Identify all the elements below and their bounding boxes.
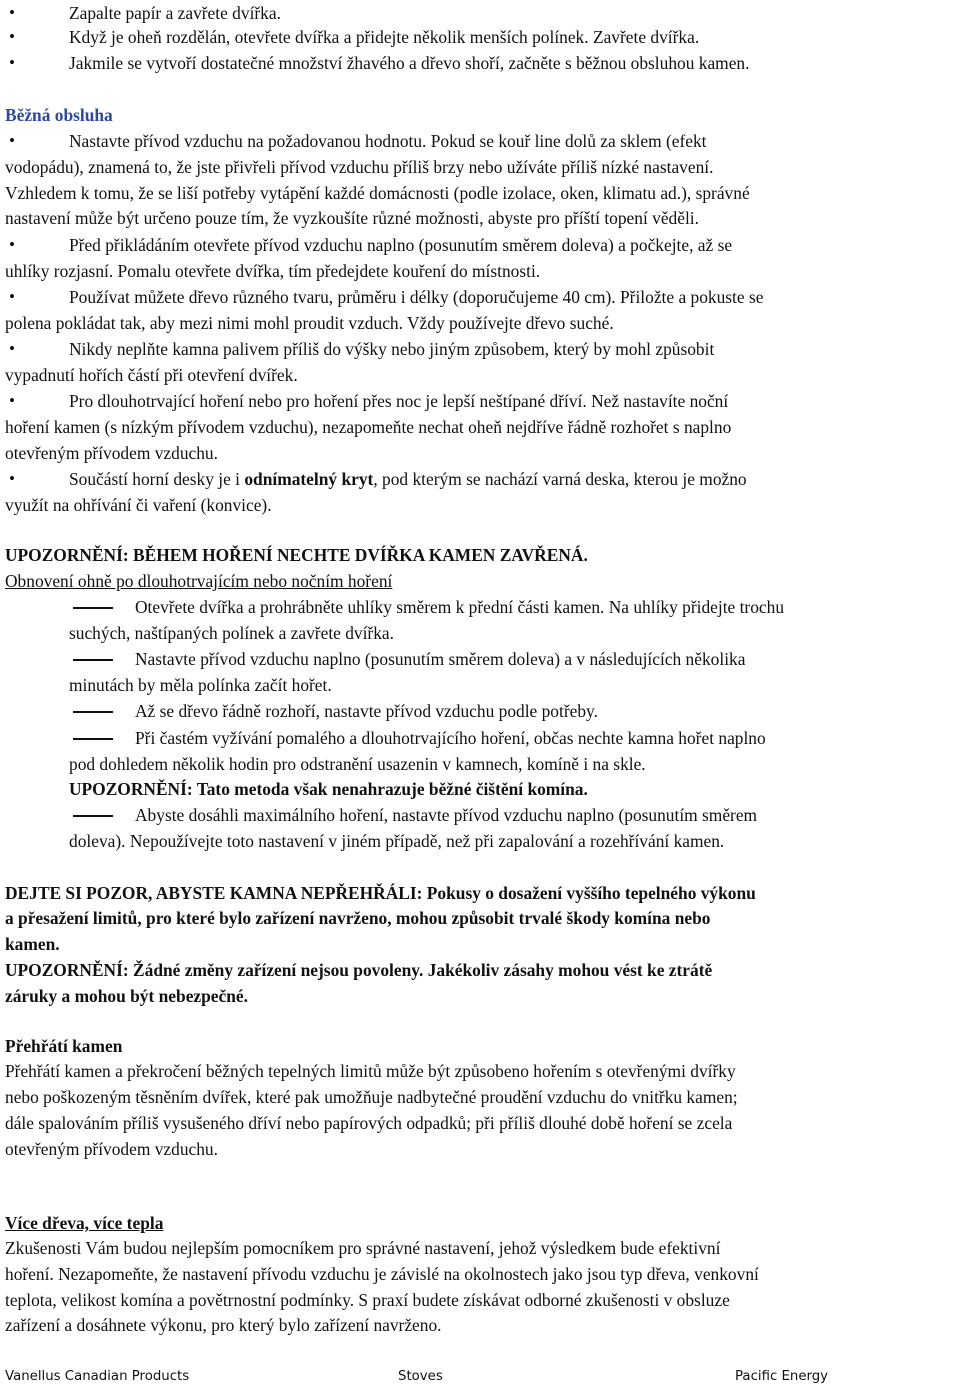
footer-center: Stoves xyxy=(398,1369,443,1384)
paragraph-line: doleva). Nepoužívejte toto nastavení v jiném případě, než při zapalování a rozehřívání kamen. xyxy=(69,831,725,851)
dash-icon xyxy=(73,711,113,713)
paragraph-line: otevřeným přívodem vzduchu. xyxy=(5,1139,218,1159)
bullet-icon: • xyxy=(9,53,15,72)
dash-icon xyxy=(73,607,113,609)
paragraph-line: zařízení a dosáhnete výkonu, pro který bylo zařízení navrženo. xyxy=(5,1315,442,1335)
bullet-icon: • xyxy=(9,3,15,22)
bullet-icon: • xyxy=(9,469,15,488)
paragraph-line: teplota, velikost komína a povětrnostní podmínky. S praxí budete získávat odborné zkušenosti v obsluze xyxy=(5,1290,730,1310)
text-run: , pod kterým se nachází varná deska, kterou je možno xyxy=(373,469,747,489)
bullet-icon: • xyxy=(9,339,15,358)
paragraph-line: Vzhledem k tomu, že se liší potřeby vytápění každé domácnosti (podle izolace, oken, klimatu ad.), správné xyxy=(5,183,750,203)
paragraph-line: Zkušenosti Vám budou nejlepším pomocníkem pro správné nastavení, jehož výsledkem bude efektivní xyxy=(5,1238,721,1258)
paragraph-line: Před přikládáním otevřete přívod vzduchu naplno (posunutím směrem doleva) a počkejte, až se xyxy=(69,235,733,255)
dash-icon xyxy=(73,659,113,661)
warning-line: a přesažení limitů, pro které bylo zařízení navrženo, mohou způsobit trvalé škody komína nebo xyxy=(5,908,711,928)
paragraph-line: polena pokládat tak, aby mezi nimi mohl proudit vzduch. Vždy používejte dřevo suché. xyxy=(5,313,614,333)
warning-line: UPOZORNĚNÍ: Žádné změny zařízení nejsou povoleny. Jakékoliv zásahy mohou vést ke ztrátě xyxy=(5,960,713,980)
footer-left: Vanellus Canadian Products xyxy=(5,1369,190,1384)
warning-line: UPOZORNĚNÍ: Tato metoda však nenahrazuje běžné čištění komína. xyxy=(69,779,588,799)
paragraph-line: minutách by měla polínka začít hořet. xyxy=(69,675,332,695)
warning-line: záruky a mohou být nebezpečné. xyxy=(5,986,248,1006)
footer-right: Pacific Energy xyxy=(735,1369,829,1384)
section-heading-vice-dreva: Více dřeva, více tepla xyxy=(5,1213,164,1233)
bullet-icon: • xyxy=(9,27,15,46)
paragraph-line: nebo poškozeným těsněním dvířek, které pak umožňuje nadbytečné proudění vzduchu do vnitřku kamen; xyxy=(5,1087,738,1107)
paragraph-line: využít na ohřívání či vaření (konvice). xyxy=(5,495,272,515)
bullet-icon: • xyxy=(9,235,15,254)
paragraph-line: uhlíky rozjasní. Pomalu otevřete dvířka, tím předejdete kouření do místnosti. xyxy=(5,261,541,281)
paragraph-line: vypadnutí hořích částí při otevření dvířek. xyxy=(5,365,298,385)
paragraph-line: hoření. Nezapomeňte, že nastavení přívodu vzduchu je závislé na okolnostech jako jsou typ dřeva, venkovní xyxy=(5,1264,759,1284)
bullet-icon: • xyxy=(9,287,15,306)
paragraph-line: suchých, naštípaných polínek a zavřete dvířka. xyxy=(69,623,394,643)
paragraph-line: pod dohledem několik hodin pro odstranění usazenin v kamnech, komíně i na skle. xyxy=(69,754,646,774)
list-item: Jakmile se vytvoří dostatečné množství žhavého a dřevo shoří, začněte s běžnou obsluhou kamen. xyxy=(69,53,750,73)
dash-icon xyxy=(73,815,113,817)
paragraph-line: Nastavte přívod vzduchu naplno (posunutím směrem doleva) a v následujících několika xyxy=(135,649,746,669)
paragraph-line: Používat můžete dřevo různého tvaru, průměru i délky (doporučujeme 40 cm). Přiložte a pokuste se xyxy=(69,287,764,307)
paragraph-line: Abyste dosáhli maximálního hoření, nastavte přívod vzduchu naplno (posunutím směrem xyxy=(135,805,758,825)
list-item: Zapalte papír a zavřete dvířka. xyxy=(69,3,281,23)
text-run: Součástí horní desky je i xyxy=(69,469,245,489)
paragraph-line: dále spalováním příliš vysušeného dříví nebo papírových odpadků; při příliš dlouhé době hoření se zcela xyxy=(5,1113,733,1133)
section-heading-bezna-obsluha: Běžná obsluha xyxy=(5,105,113,125)
paragraph-line: hoření kamen (s nízkým přívodem vzduchu), nezapomeňte nechat oheň nejdříve řádně rozhořet s naplno xyxy=(5,417,732,437)
warning-line: DEJTE SI POZOR, ABYSTE KAMNA NEPŘEHŘÁLI: Pokusy o dosažení vyššího tepelného výkonu xyxy=(5,883,756,903)
paragraph-line: Pro dlouhotrvající hoření nebo pro hoření přes noc je lepší neštípané dříví. Než nastavíte noční xyxy=(69,391,729,411)
section-heading-obnoveni: Obnovení ohně po dlouhotrvajícím nebo nočním hoření xyxy=(5,571,393,591)
bold-term: odnímatelný kryt xyxy=(244,469,374,489)
warning-line: kamen. xyxy=(5,934,60,954)
paragraph-line: Otevřete dvířka a prohrábněte uhlíky směrem k přední části kamen. Na uhlíky přidejte trochu xyxy=(135,597,785,617)
dash-icon xyxy=(73,738,113,740)
bullet-icon: • xyxy=(9,131,15,150)
paragraph-line: nastavení může být určeno pouze tím, že vyzkoušíte různé možnosti, abyste pro příští topení věděli. xyxy=(5,208,699,228)
paragraph-line: Při častém vyžívání pomalého a dlouhotrvajícího hoření, občas nechte kamna hořet naplno xyxy=(135,728,766,748)
paragraph-line: Přehřátí kamen a překročení běžných tepelných limitů může být způsobeno hořením s otevřenými dvířky xyxy=(5,1061,736,1081)
paragraph-line: Nikdy neplňte kamna palivem příliš do výšky nebo jiným způsobem, který by mohl způsobit xyxy=(69,339,715,359)
section-heading-prehrati: Přehřátí kamen xyxy=(5,1036,123,1056)
paragraph-line: Nastavte přívod vzduchu na požadovanou hodnotu. Pokud se kouř line dolů za sklem (efekt xyxy=(69,131,707,151)
warning-heading: UPOZORNĚNÍ: BĚHEM HOŘENÍ NECHTE DVÍŘKA KAMEN ZAVŘENÁ. xyxy=(5,545,588,565)
paragraph-line: vodopádu), znamená to, že jste přivřeli přívod vzduchu příliš brzy nebo užíváte příliš nízké nastavení. xyxy=(5,157,714,177)
paragraph-line: Až se dřevo řádně rozhoří, nastavte přívod vzduchu podle potřeby. xyxy=(135,701,598,721)
paragraph-line: otevřeným přívodem vzduchu. xyxy=(5,443,218,463)
paragraph-line xyxy=(69,466,747,492)
bullet-icon: • xyxy=(9,391,15,410)
list-item: Když je oheň rozdělán, otevřete dvířka a přidejte několik menších polínek. Zavřete dvířka. xyxy=(69,27,700,47)
